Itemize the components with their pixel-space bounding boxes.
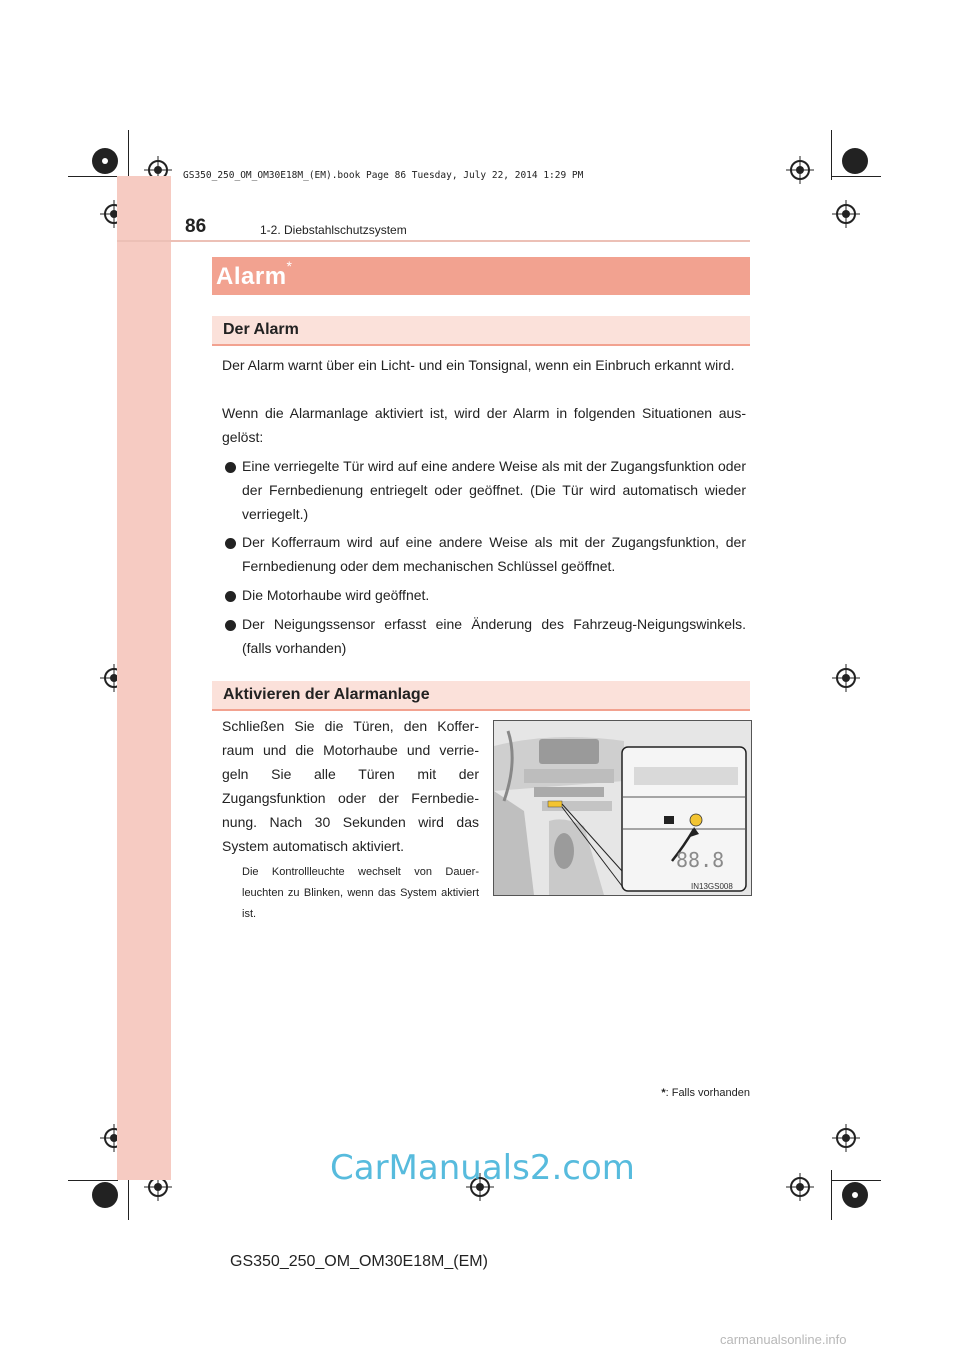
title-asterisk: * xyxy=(286,258,293,274)
site-watermark: carmanualsonline.info xyxy=(720,1332,847,1347)
registration-mark-icon xyxy=(786,1173,814,1201)
list-item-text: Der Kofferraum wird auf eine andere Weise als mit der Zugangsfunktion, der Fernbedienung oder dem mechanischen Schlüssel geöffnet. xyxy=(242,534,746,574)
dashboard-illustration xyxy=(493,720,752,896)
section-heading-bar xyxy=(212,681,750,711)
list-item xyxy=(222,454,746,526)
list-item xyxy=(222,612,746,660)
dashboard-drawing xyxy=(494,721,751,895)
crop-mark xyxy=(831,130,832,180)
list-item-text: Eine verriegelte Tür wird auf eine andere Weise als mit der Zugangsfunktion oder der Fernbedienung entriegelt oder geöffnet. (Die Tür wird automatisch wieder verriegelt.) xyxy=(242,458,746,522)
list-item-text: Der Neigungssensor erfasst eine Änderung des Fahrzeug-Neigungswinkels. (falls vorhanden) xyxy=(242,616,746,656)
bullet-icon xyxy=(225,462,236,473)
starburst-mark-icon xyxy=(90,1180,120,1210)
section-heading: Aktivieren der Alarmanlage xyxy=(223,686,430,703)
section-heading: Der Alarm xyxy=(223,321,299,338)
page-title-text: Alarm xyxy=(216,263,287,290)
page-sidebar xyxy=(117,176,171,1180)
section-heading-bar xyxy=(212,316,750,346)
watermark: CarManuals2.com xyxy=(330,1148,635,1188)
paragraph: Der Alarm warnt über ein Licht- und ein Tonsignal, wenn ein Einbruch erkannt wird. xyxy=(222,357,735,373)
starburst-mark-icon xyxy=(840,1180,870,1210)
figure-code: IN13GS008 xyxy=(691,882,733,891)
footnote-text: : Falls vorhanden xyxy=(665,1087,750,1099)
note-paragraph: Die Kontrollleuchte wechselt von Dauer-leuchten zu Blinken, wenn das System aktiviert ist. xyxy=(242,866,479,920)
crop-mark xyxy=(68,176,118,177)
list-item xyxy=(222,530,746,578)
bullet-icon xyxy=(225,591,236,602)
print-filename: GS350_250_OM_OM30E18M_(EM).book Page 86 Tuesday, July 22, 2014 1:29 PM xyxy=(183,170,584,181)
page-number: 86 xyxy=(185,216,207,237)
starburst-mark-icon xyxy=(840,146,870,176)
list-item xyxy=(222,583,746,607)
footnote xyxy=(640,1087,750,1099)
crop-mark xyxy=(831,1170,832,1220)
clock-display: 88.8 xyxy=(676,848,725,872)
registration-mark-icon xyxy=(832,200,860,228)
bullet-icon xyxy=(225,538,236,549)
registration-mark-icon xyxy=(786,156,814,184)
footnote-marker: * xyxy=(661,1087,666,1099)
footer-code: GS350_250_OM_OM30E18M_(EM) xyxy=(230,1253,488,1270)
header-divider xyxy=(117,240,750,242)
bullet-icon xyxy=(225,620,236,631)
registration-mark-icon xyxy=(832,664,860,692)
list-item-text: Die Motorhaube wird geöffnet. xyxy=(242,587,430,603)
paragraph: Wenn die Alarmanlage aktiviert ist, wird der Alarm in folgenden Situationen aus-gelöst: xyxy=(222,405,746,445)
crop-mark xyxy=(831,176,881,177)
page-title xyxy=(216,258,293,291)
starburst-mark-icon xyxy=(90,146,120,176)
crop-mark xyxy=(128,130,129,180)
paragraph: Schließen Sie die Türen, den Koffer-raum und die Motorhaube und verrie-geln Sie alle Türen mit der Zugangsfunktion oder der Fernbedie-nung. Nach 30 Sekunden wird das System automatisch aktiviert. xyxy=(222,718,479,854)
section-breadcrumb: 1-2. Diebstahlschutzsystem xyxy=(260,223,407,237)
chapter-title-bar xyxy=(212,257,750,295)
registration-mark-icon xyxy=(832,1124,860,1152)
